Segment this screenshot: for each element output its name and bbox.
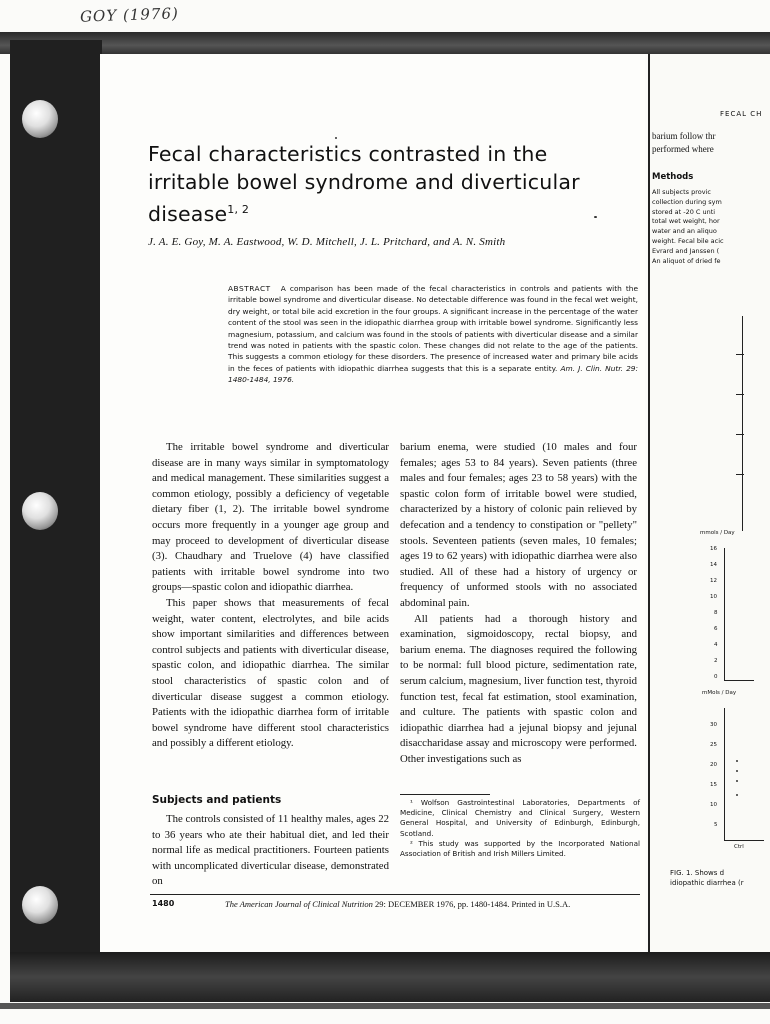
- punch-hole-icon: [22, 100, 58, 138]
- methods-line: All subjects provic: [652, 188, 711, 196]
- tick-label: 14: [710, 562, 717, 568]
- category-label: Ctrl: [734, 844, 744, 850]
- footnotes: [400, 798, 640, 859]
- axis-tick-mark: [736, 434, 744, 435]
- article-title: [148, 140, 618, 228]
- figure-caption: [670, 868, 744, 888]
- tick-label: 25: [710, 742, 717, 748]
- tick-label: 12: [710, 578, 717, 584]
- tick-label: 8: [714, 610, 718, 616]
- footnote-divider: [400, 794, 490, 795]
- axis-tick-mark: [736, 394, 744, 395]
- abstract-label: ABSTRACT: [228, 284, 271, 293]
- methods-line: water and an aliquo: [652, 227, 717, 236]
- tick-label: 5: [714, 822, 718, 828]
- journal-issue: 29: DECEMBER 1976, pp. 1480-1484. Printed in U.S.A.: [375, 899, 571, 909]
- axis-label: mMols / Day: [702, 690, 737, 696]
- x-axis: [724, 680, 754, 681]
- handwritten-note: GOY (1976): [79, 4, 180, 26]
- paragraph: All patients had a thorough history and examination, sigmoidoscopy, rectal biopsy, and barium enema. The diagnoses required the following to be normal: full blood picture, sedimentation rate, serum calcium, magnesium, liver function test, thyroid function test, fecal fat estimation, stool examination, and culture. The patients with spastic colon and idiopathic diarrhea had a jejunal biopsy and jejunal disaccharidase assay and microscopy were performed. Other investigations such as: [400, 612, 637, 765]
- scan-speck: [594, 216, 597, 218]
- binder-bottom-strip: [0, 1003, 770, 1009]
- axis-label: mmols / Day: [700, 530, 735, 536]
- tick-label: 4: [714, 642, 718, 648]
- data-point: [736, 760, 738, 762]
- journal-name: The American Journal of Clinical Nutrition: [225, 899, 373, 909]
- methods-line: stored at -20 C unti: [652, 207, 716, 216]
- tick-label: 6: [714, 626, 718, 632]
- paragraph: The irritable bowel syndrome and diverticular disease are in many ways similar in symptomatology and medical management. These similarities suggest a common etiology, possibly a deficiency of vegetable dietary fiber (1, 2). The irritable bowel syndrome occurs more frequently in a younger age group and may proceed to development of diverticular disease (3). Chaudhary and Truelove (4) have classified patients with irritable bowel syndrome into two groups—spastic colon and idiopathic diarrhea.: [152, 441, 389, 594]
- footer-divider: [150, 894, 640, 895]
- adjacent-line: performed where: [652, 144, 714, 154]
- title-text: Fecal characteristics contrasted in the irritable bowel syndrome and diverticular disease: [148, 142, 580, 226]
- tick-label: 30: [710, 722, 717, 728]
- section-body: [152, 812, 389, 890]
- scan-speck: [335, 137, 337, 139]
- data-point: [736, 794, 738, 796]
- data-point: [736, 780, 738, 782]
- abstract: [228, 283, 638, 386]
- journal-footer: [225, 899, 570, 909]
- methods-heading: Methods: [652, 172, 694, 182]
- section-heading: Subjects and patients: [152, 794, 282, 806]
- x-axis: [724, 840, 764, 841]
- data-point: [736, 770, 738, 772]
- y-axis: [724, 708, 725, 840]
- tick-label: 2: [714, 658, 718, 664]
- paragraph: barium enema, were studied (10 males and four females; ages 53 to 84 years). Seven patients (three males and four females; ages 23 to 58 years) with the spastic colon form of irritable bowel were studied, characterized by a history of colonic pain relieved by defecation and a tendency to constipation or "pellety" stools. Seventeen patients (seven males, 10 females; ages 19 to 62 years) with idiopathic diarrhea were also studied. All of these had a history of urgency or frequency of unformed stools with no associated abdominal pain.: [400, 441, 637, 609]
- tick-label: 16: [710, 546, 717, 552]
- abstract-citation: Am. J. Clin. Nutr. 29: 1480-1484, 1976.: [228, 363, 638, 385]
- page-number: 1480: [152, 899, 175, 908]
- running-head: FECAL CH: [720, 110, 763, 118]
- punch-hole-icon: [22, 492, 58, 530]
- tick-label: 10: [710, 594, 717, 600]
- adjacent-page: [648, 54, 770, 952]
- caption-line: FIG. 1. Shows d: [670, 869, 725, 877]
- paragraph: The controls consisted of 11 healthy males, ages 22 to 36 years who ate their habitual diet, and led their normal life as medical practitioners. Fourteen patients with uncomplicated diverticular disease, demonstrated on: [152, 813, 389, 888]
- abstract-text: A comparison has been made of the fecal characteristics in controls and patients with the irritable bowel syndrome and diverticular disease. No detectable difference was found in the fecal wet weight, dry weight, or total bile acid excretion in the four groups. A significant increase in the percentage of the water content of the stool was seen in the idiopathic diarrhea group with irritable bowel syndrome. Significantly less magnesium, potassium, and calcium was found in the stools of patients with diverticular disease and a similar trend was noted in patients with the spastic colon. These changes did not relate to the age of the patients. This suggests a common etiology for these disorders. The presence of increased water and primary bile acids in the feces of patients with idiopathic diarrhea suggests that this is a separate entity.: [228, 284, 638, 373]
- methods-line: An aliquot of dried fe: [652, 256, 721, 265]
- tick-label: 15: [710, 782, 717, 788]
- footnote: ² This study was supported by the Incorporated National Association of British and Irish Millers Limited.: [400, 838, 640, 859]
- binder-top-edge: [0, 32, 770, 54]
- axis-fragment: [742, 316, 743, 531]
- paragraph: This paper shows that measurements of fecal weight, water content, electrolytes, and bile acids show important similarities and differences between control subjects and patients with diverticular disease, spastic colon, and idiopathic diarrhea. The similar stool characteristics of spastic colon and of diverticular disease suggest a common etiology. Patients with the idiopathic diarrhea form of irritable bowel syndrome have different stool characteristics and possibly a different etiology.: [152, 596, 389, 750]
- caption-line: idiopathic diarrhea (r: [670, 879, 744, 887]
- body-column-left: [152, 440, 389, 752]
- tick-label: 10: [710, 802, 717, 808]
- methods-text: [652, 188, 770, 266]
- title-footnote-marks: 1, 2: [227, 203, 250, 216]
- footnote: ¹ Wolfson Gastrointestinal Laboratories, Departments of Medicine, Clinical Chemistry and Clinical Surgery, Western General Hospital, and University of Edinburgh, Edinburgh, Scotland.: [400, 798, 640, 838]
- binder-bottom-edge: [10, 952, 770, 1002]
- tick-label: 0: [714, 674, 718, 680]
- axis-tick-mark: [736, 474, 744, 475]
- adjacent-line: barium follow thr: [652, 131, 716, 141]
- author-list: J. A. E. Goy, M. A. Eastwood, W. D. Mitchell, J. L. Pritchard, and A. N. Smith: [148, 236, 506, 248]
- axis-tick-mark: [736, 354, 744, 355]
- methods-line: Evrard and Janssen (: [652, 246, 720, 255]
- adjacent-intro: [652, 130, 770, 156]
- body-column-right: [400, 440, 637, 767]
- punch-hole-icon: [22, 886, 58, 924]
- tick-label: 20: [710, 762, 717, 768]
- methods-line: collection during sym: [652, 197, 722, 206]
- y-axis: [724, 548, 725, 680]
- methods-line: weight. Fecal bile acic: [652, 236, 724, 245]
- methods-line: total wet weight, hor: [652, 217, 720, 226]
